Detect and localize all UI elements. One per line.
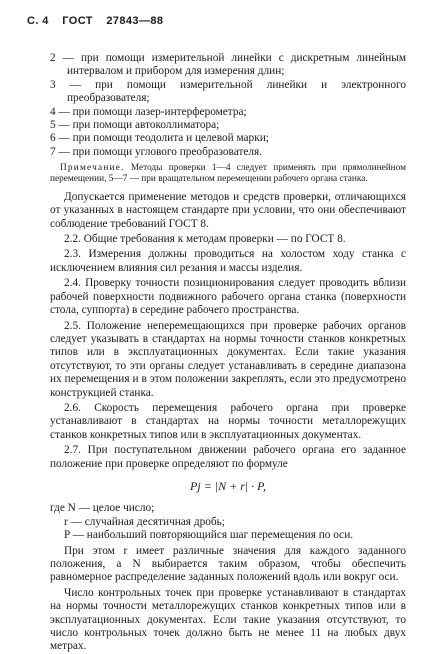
list-item: 7 — при помощи углового преобразователя. xyxy=(50,145,263,158)
list-item: 5 — при помощи автоколлиматора; xyxy=(50,119,220,132)
legend-row: P — наибольший повторяющийся шаг перемещения по оси. xyxy=(64,529,354,542)
list-item: 2 — при помощи измерительной линейки с дискретным линейным интервалом и прибором для измерения длин; xyxy=(50,52,406,78)
legend-row: r — случайная десятичная дробь; xyxy=(64,515,225,528)
note xyxy=(50,163,406,185)
paragraph: 2.5. Положение неперемещающихся при проверке рабочих органов следует указывать в стандартах на нормы точности станков конкретных типов или в эксплуатационных документах. Если такие указания отсутствуют, то эти органы следует устанавливать в середине диапазона их перемещения и в этом положении закреплять, если это предусмотрено конструкцией станка. xyxy=(50,319,406,399)
document-body xyxy=(50,52,406,654)
paragraph: 2.3. Измерения должны проводиться на холостом ходу станка с исключением влияния сил резания и массы изделия. xyxy=(50,248,406,274)
paragraph: 2.7. При поступательном движении рабочего органа его заданное положение при проверке определяют по формуле xyxy=(50,444,406,470)
paragraph: При этом r имеет различные значения для каждого заданного положения, а N выбирается таким образом, чтобы обеспечить равномерное распределение заданных положений вдоль или вокруг оси. xyxy=(50,544,406,584)
list-item: 3 — при помощи измерительной линейки и электронного преобразователя; xyxy=(50,78,406,105)
paragraph: 2.6. Скорость перемещения рабочего органа при проверке устанавливают в стандартах на нормы точности металлорежущих станков конкретных типов или в эксплуатационных документах. xyxy=(50,401,406,441)
method-list xyxy=(50,52,406,159)
paragraph: Допускается применение методов и средств проверки, отличающихся от указанных в настоящем стандарте при условии, что они обеспечивают соблюдение требований ГОСТ 8. xyxy=(50,190,406,230)
paragraph: Число контрольных точек при проверке устанавливают в стандартах на нормы точности металлорежущих станков конкретных типов или в эксплуатационных документах. Если такие указания отсутствуют, то число контрольных точек должно быть не менее 11 на любых двух метрах. xyxy=(50,586,406,653)
formula: Pj = |N + r| · P, xyxy=(190,478,266,493)
page-header xyxy=(27,15,173,28)
note-label: Примечание. xyxy=(60,163,125,174)
list-item: 6 — при помощи теодолита и целевой марки; xyxy=(50,132,269,145)
paragraph: 2.2. Общие требования к методам проверки — по ГОСТ 8. xyxy=(64,233,346,246)
standard-label: ГОСТ xyxy=(62,15,93,27)
legend-row: где N — целое число; xyxy=(50,502,155,515)
page-number: С. 4 xyxy=(27,15,49,27)
list-item: 4 — при помощи лазер-интерферометра; xyxy=(50,105,247,118)
note-text: Методы проверки 1—4 следует применять при прямолинейном перемещении, 5—7 — при вращательном перемещении рабочего органа станка. xyxy=(50,163,406,185)
standard-number: 27843—88 xyxy=(106,15,164,27)
paragraph: 2.4. Проверку точности позиционирования следует проводить вблизи рабочей поверхности подвижного рабочего органа станка (поверхности стола, суппорта) в середине рабочего пространства. xyxy=(50,277,406,317)
formula-legend xyxy=(50,502,406,542)
